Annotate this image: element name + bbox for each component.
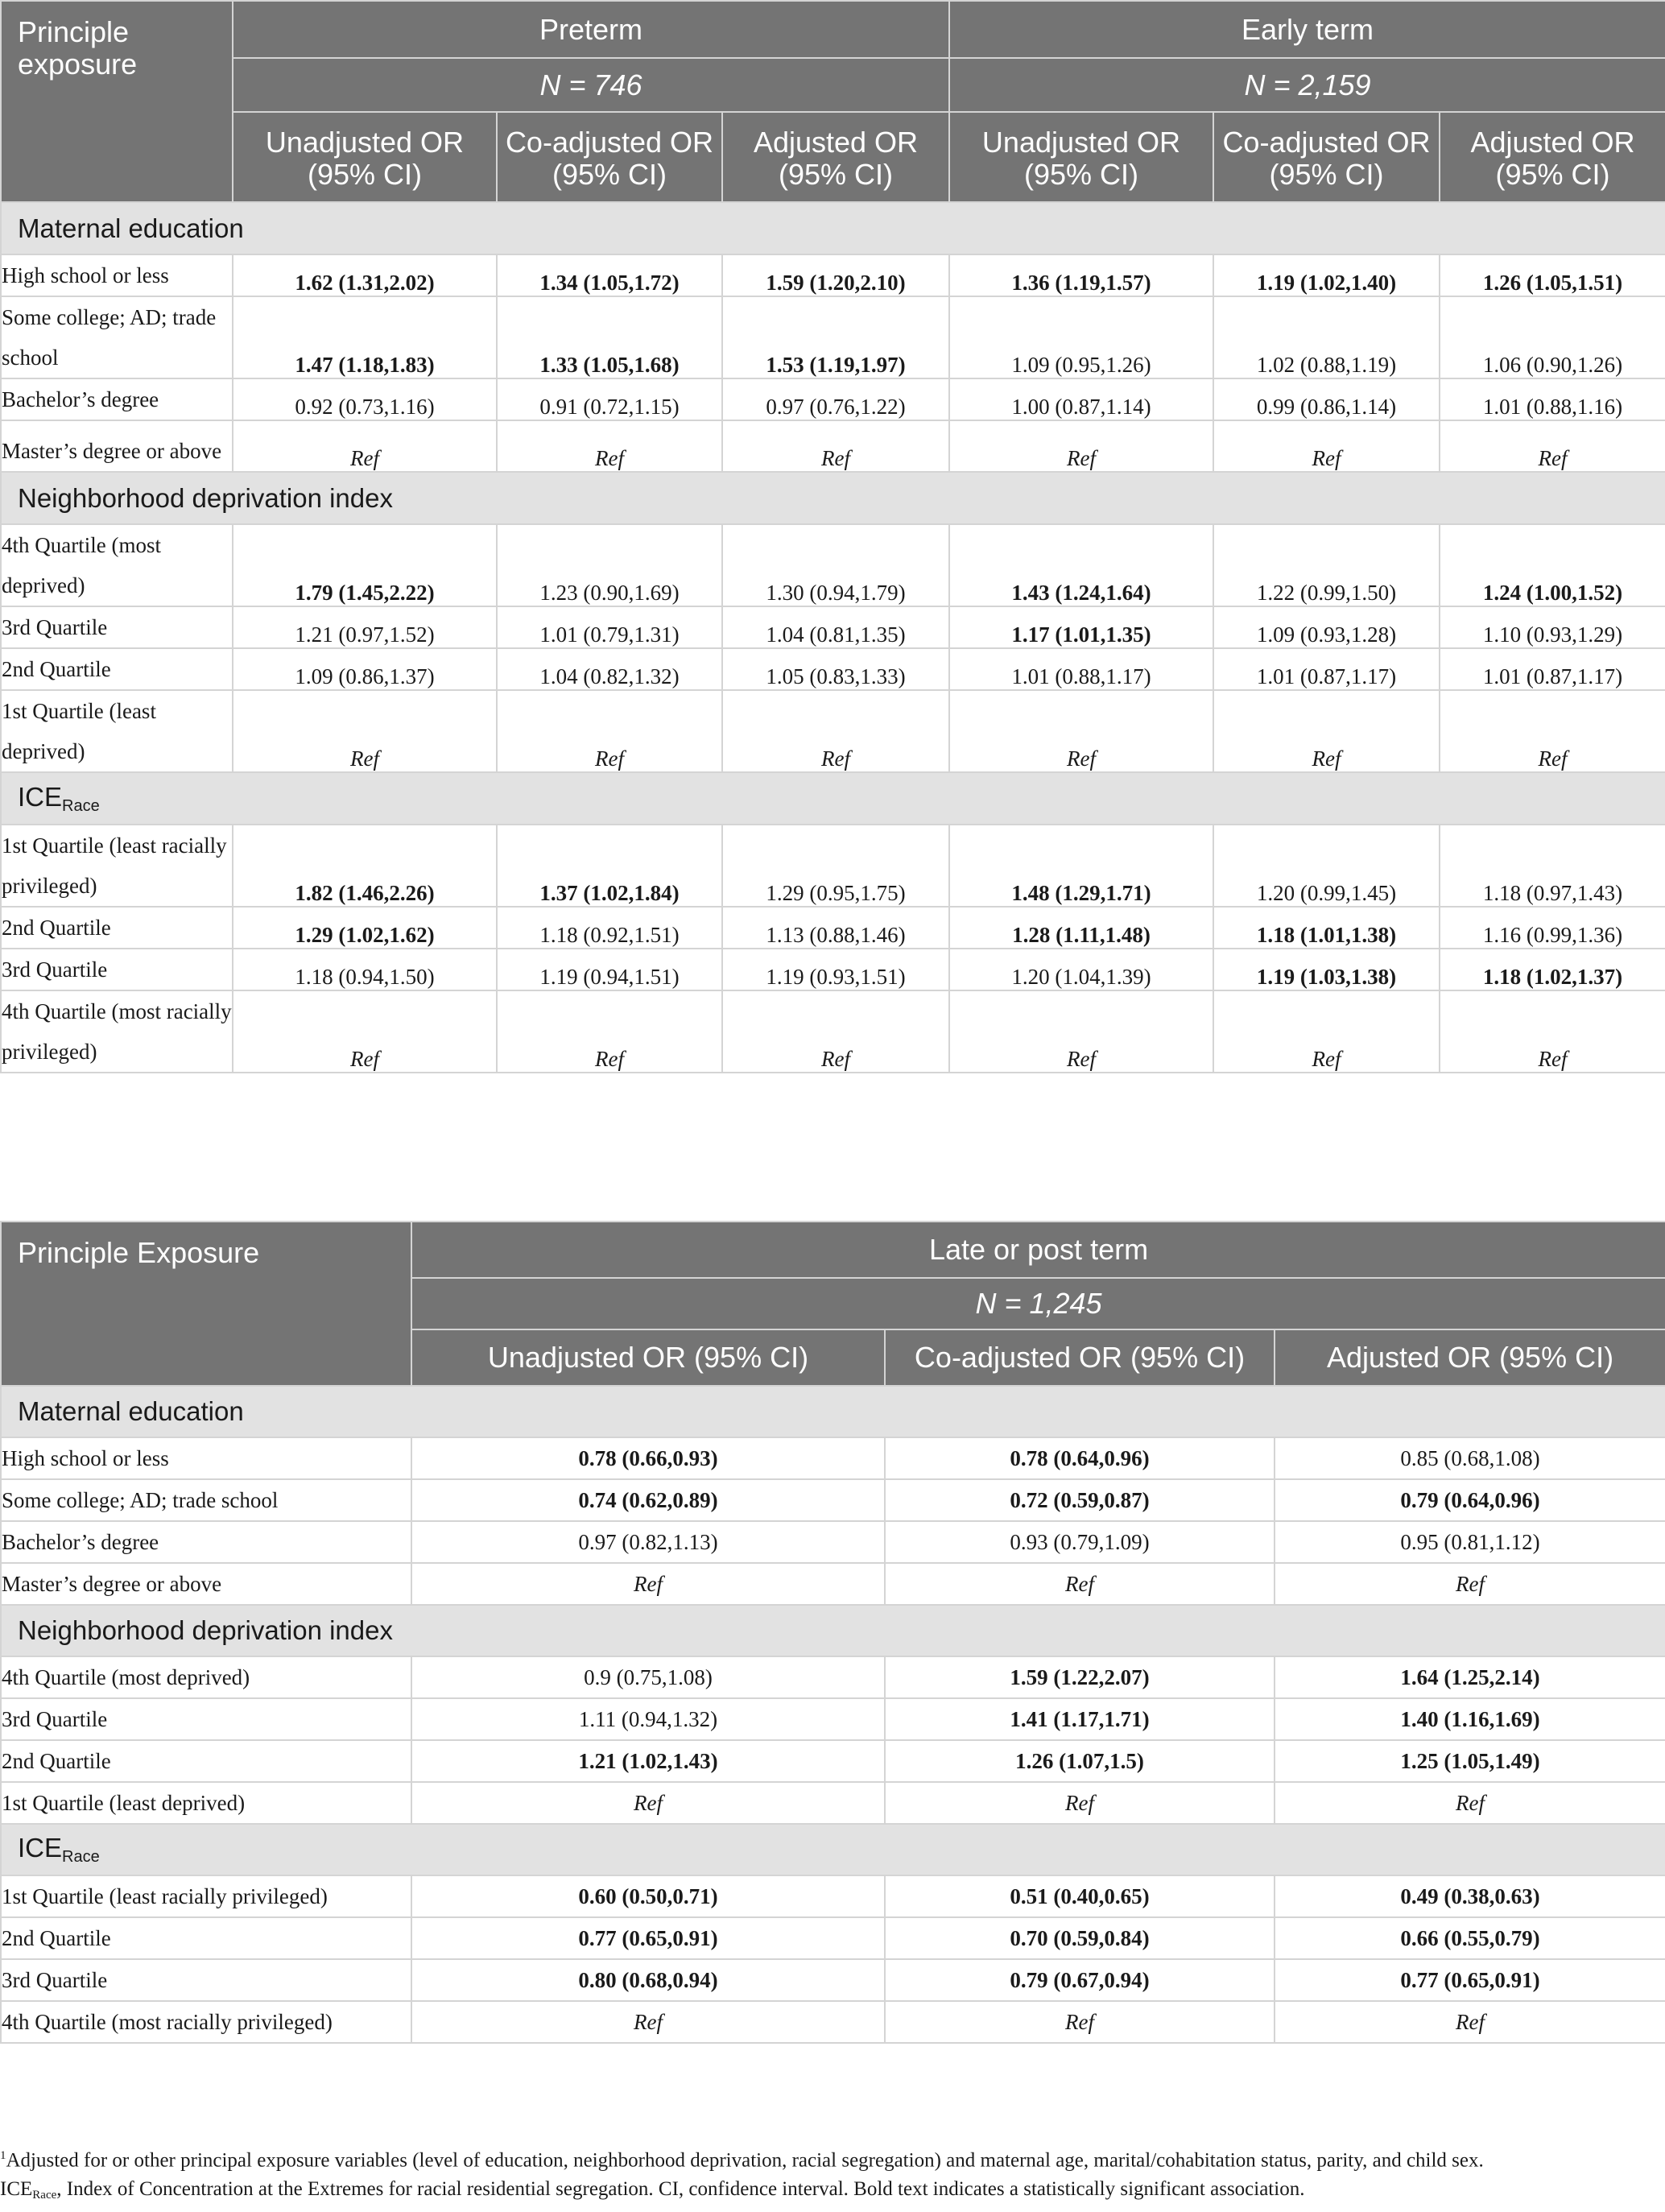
odds-ratio-cell: 0.99 (0.86,1.14) (1213, 378, 1440, 420)
odds-ratio-cell: 1.13 (0.88,1.46) (722, 907, 949, 949)
table-row (1, 1740, 1665, 1782)
row-label: Some college; AD; trade school (1, 296, 233, 378)
odds-ratio-cell: 1.02 (0.88,1.19) (1213, 296, 1440, 378)
odds-ratio-cell: 1.82 (1.46,2.26) (233, 825, 497, 907)
row-label: 2nd Quartile (1, 1740, 411, 1782)
odds-ratio-cell: 0.92 (0.73,1.16) (233, 378, 497, 420)
footnote-term: ICE (0, 2178, 33, 2200)
row-label: 4th Quartile (most racially privileged) (1, 2001, 411, 2043)
reference-cell: Ref (1213, 990, 1440, 1073)
table-row (1, 1959, 1665, 2001)
table-row (1, 1656, 1665, 1698)
table-row (1, 420, 1665, 472)
section-title (1, 772, 1665, 825)
odds-ratio-cell: 1.17 (1.01,1.35) (949, 606, 1213, 648)
section-title (1, 1605, 1665, 1656)
odds-ratio-cell: 0.80 (0.68,0.94) (411, 1959, 885, 2001)
row-label: Bachelor’s degree (1, 378, 233, 420)
odds-ratio-cell: 0.85 (0.68,1.08) (1275, 1437, 1665, 1479)
reference-cell: Ref (949, 690, 1213, 772)
column-header: Co-adjusted OR (95% CI) (885, 1329, 1275, 1386)
row-label: 4th Quartile (most deprived) (1, 524, 233, 606)
odds-ratio-cell: 1.29 (1.02,1.62) (233, 907, 497, 949)
odds-ratio-cell: 0.70 (0.59,0.84) (885, 1917, 1275, 1959)
odds-ratio-cell: 1.04 (0.81,1.35) (722, 606, 949, 648)
reference-cell: Ref (233, 690, 497, 772)
odds-ratio-cell: 1.18 (0.97,1.43) (1440, 825, 1665, 907)
section-row (1, 772, 1665, 825)
column-header: Unadjusted OR (95% CI) (233, 112, 497, 202)
column-header: Unadjusted OR (95% CI) (411, 1329, 885, 1386)
odds-ratio-cell: 1.09 (0.93,1.28) (1213, 606, 1440, 648)
column-header: Adjusted OR (95% CI) (722, 112, 949, 202)
section-title (1, 472, 1665, 524)
row-label: 3rd Quartile (1, 949, 233, 990)
row-label: 3rd Quartile (1, 1698, 411, 1740)
odds-ratio-cell: 1.53 (1.19,1.97) (722, 296, 949, 378)
group-header-late-post-term: Late or post term (411, 1222, 1665, 1278)
odds-ratio-cell: 1.19 (0.93,1.51) (722, 949, 949, 990)
reference-cell: Ref (233, 420, 497, 472)
column-header: Adjusted OR (95% CI) (1440, 112, 1665, 202)
table-row (1, 1917, 1665, 1959)
odds-ratio-cell: 1.47 (1.18,1.83) (233, 296, 497, 378)
odds-ratio-cell: 0.97 (0.76,1.22) (722, 378, 949, 420)
odds-ratio-cell: 1.09 (0.95,1.26) (949, 296, 1213, 378)
row-label: 1st Quartile (least deprived) (1, 690, 233, 772)
odds-ratio-cell: 0.72 (0.59,0.87) (885, 1479, 1275, 1521)
group-header-preterm: Preterm (233, 1, 949, 58)
odds-ratio-cell: 1.18 (0.94,1.50) (233, 949, 497, 990)
odds-ratio-cell: 1.37 (1.02,1.84) (497, 825, 722, 907)
odds-ratio-cell: 1.01 (0.88,1.17) (949, 648, 1213, 690)
reference-cell: Ref (722, 690, 949, 772)
odds-ratio-cell: 1.01 (0.87,1.17) (1440, 648, 1665, 690)
section-row (1, 472, 1665, 524)
reference-cell: Ref (722, 420, 949, 472)
odds-ratio-cell: 1.23 (0.90,1.69) (497, 524, 722, 606)
odds-ratio-cell: 1.19 (1.02,1.40) (1213, 254, 1440, 296)
footnote-text: Adjusted for or other principal exposure variables (level of education, neighborhood deprivation, racial segregation) and maternal age, marital/cohabitation status, parity, and child sex. (6, 2149, 1484, 2172)
section-title (1, 1824, 1665, 1875)
row-label: 2nd Quartile (1, 1917, 411, 1959)
table-row (1, 1875, 1665, 1917)
reference-cell: Ref (411, 1563, 885, 1605)
odds-ratio-cell: 0.49 (0.38,0.63) (1275, 1875, 1665, 1917)
corner-header: Principle Exposure (1, 1222, 411, 1386)
table-row (1, 254, 1665, 296)
odds-ratio-cell: 0.77 (0.65,0.91) (1275, 1959, 1665, 2001)
reference-cell: Ref (1213, 420, 1440, 472)
row-label: Master’s degree or above (1, 1563, 411, 1605)
reference-cell: Ref (885, 1782, 1275, 1824)
reference-cell: Ref (1213, 690, 1440, 772)
reference-cell: Ref (497, 420, 722, 472)
row-label: Master’s degree or above (1, 420, 233, 472)
reference-cell: Ref (1440, 690, 1665, 772)
odds-ratio-cell: 1.18 (1.01,1.38) (1213, 907, 1440, 949)
table-row (1, 1782, 1665, 1824)
odds-ratio-cell: 0.78 (0.64,0.96) (885, 1437, 1275, 1479)
odds-ratio-cell: 1.48 (1.29,1.71) (949, 825, 1213, 907)
odds-ratio-cell: 1.43 (1.24,1.64) (949, 524, 1213, 606)
odds-ratio-cell: 1.18 (0.92,1.51) (497, 907, 722, 949)
section-title (1, 202, 1665, 254)
reference-cell: Ref (885, 1563, 1275, 1605)
odds-ratio-cell: 1.79 (1.45,2.22) (233, 524, 497, 606)
odds-ratio-cell: 1.01 (0.87,1.17) (1213, 648, 1440, 690)
table-row (1, 1479, 1665, 1521)
odds-ratio-cell: 1.59 (1.20,2.10) (722, 254, 949, 296)
section-title-subscript: Race (62, 1848, 100, 1866)
odds-ratio-cell: 1.28 (1.11,1.48) (949, 907, 1213, 949)
odds-ratio-cell: 1.09 (0.86,1.37) (233, 648, 497, 690)
odds-ratio-cell: 1.05 (0.83,1.33) (722, 648, 949, 690)
odds-ratio-cell: 0.79 (0.67,0.94) (885, 1959, 1275, 2001)
reference-cell: Ref (949, 990, 1213, 1073)
odds-ratio-cell: 1.06 (0.90,1.26) (1440, 296, 1665, 378)
reference-cell: Ref (1275, 1563, 1665, 1605)
column-header: Co-adjusted OR (95% CI) (1213, 112, 1440, 202)
n-value: N = 1,245 (975, 1287, 1102, 1320)
section-title-text: ICE (18, 781, 63, 812)
odds-ratio-cell: 1.00 (0.87,1.14) (949, 378, 1213, 420)
section-title (1, 1386, 1665, 1437)
footnote-marker: 1 (0, 2149, 6, 2162)
odds-ratio-cell: 1.01 (0.79,1.31) (497, 606, 722, 648)
footnote-term-subscript: Race (32, 2189, 57, 2202)
odds-ratio-cell: 1.64 (1.25,2.14) (1275, 1656, 1665, 1698)
row-label: 4th Quartile (most deprived) (1, 1656, 411, 1698)
odds-ratio-cell: 0.91 (0.72,1.15) (497, 378, 722, 420)
footnote-text: , Index of Concentration at the Extremes for racial residential segregation. CI, confidence interval. Bold text indicates a statistically significant association. (56, 2178, 1305, 2200)
table-row (1, 1437, 1665, 1479)
reference-cell: Ref (1275, 2001, 1665, 2043)
row-label: 2nd Quartile (1, 648, 233, 690)
row-label: 3rd Quartile (1, 1959, 411, 2001)
reference-cell: Ref (949, 420, 1213, 472)
section-row (1, 1824, 1665, 1875)
section-row (1, 202, 1665, 254)
odds-ratio-cell: 0.9 (0.75,1.08) (411, 1656, 885, 1698)
odds-ratio-cell: 1.10 (0.93,1.29) (1440, 606, 1665, 648)
odds-ratio-cell: 1.24 (1.00,1.52) (1440, 524, 1665, 606)
reference-cell: Ref (233, 990, 497, 1073)
reference-cell: Ref (885, 2001, 1275, 2043)
table-row (1, 1563, 1665, 1605)
odds-ratio-cell: 1.21 (1.02,1.43) (411, 1740, 885, 1782)
odds-ratio-cell: 1.04 (0.82,1.32) (497, 648, 722, 690)
odds-ratio-cell: 0.77 (0.65,0.91) (411, 1917, 885, 1959)
odds-ratio-cell: 1.19 (0.94,1.51) (497, 949, 722, 990)
group-n-early-term (949, 58, 1665, 112)
odds-ratio-cell: 1.40 (1.16,1.69) (1275, 1698, 1665, 1740)
table-row (1, 1521, 1665, 1563)
table-row (1, 296, 1665, 378)
odds-ratio-cell: 0.97 (0.82,1.13) (411, 1521, 885, 1563)
section-title-text: Maternal education (18, 213, 244, 243)
row-label: Some college; AD; trade school (1, 1479, 411, 1521)
n-value: N = 2,159 (1244, 68, 1371, 101)
odds-ratio-cell: 0.66 (0.55,0.79) (1275, 1917, 1665, 1959)
odds-ratio-cell: 1.59 (1.22,2.07) (885, 1656, 1275, 1698)
odds-ratio-cell: 1.20 (1.04,1.39) (949, 949, 1213, 990)
row-label: High school or less (1, 1437, 411, 1479)
row-label: 1st Quartile (least racially privileged) (1, 825, 233, 907)
reference-cell: Ref (722, 990, 949, 1073)
table-row (1, 1698, 1665, 1740)
group-header-early-term: Early term (949, 1, 1665, 58)
odds-ratio-cell: 1.21 (0.97,1.52) (233, 606, 497, 648)
odds-ratio-cell: 0.74 (0.62,0.89) (411, 1479, 885, 1521)
odds-ratio-cell: 1.22 (0.99,1.50) (1213, 524, 1440, 606)
reference-cell: Ref (497, 990, 722, 1073)
section-row (1, 1386, 1665, 1437)
reference-cell: Ref (497, 690, 722, 772)
reference-cell: Ref (1440, 420, 1665, 472)
table-row (1, 2001, 1665, 2043)
odds-ratio-cell: 1.26 (1.07,1.5) (885, 1740, 1275, 1782)
odds-ratio-cell: 1.30 (0.94,1.79) (722, 524, 949, 606)
group-n-late-post-term (411, 1278, 1665, 1329)
odds-ratio-cell: 1.01 (0.88,1.16) (1440, 378, 1665, 420)
odds-ratio-cell: 1.16 (0.99,1.36) (1440, 907, 1665, 949)
table-row (1, 378, 1665, 420)
odds-ratio-cell: 1.20 (0.99,1.45) (1213, 825, 1440, 907)
row-label: 2nd Quartile (1, 907, 233, 949)
reference-cell: Ref (1440, 990, 1665, 1073)
odds-ratio-cell: 1.29 (0.95,1.75) (722, 825, 949, 907)
n-value: N = 746 (539, 68, 642, 101)
table2-body (1, 1386, 1665, 2043)
odds-ratio-cell: 1.41 (1.17,1.71) (885, 1698, 1275, 1740)
table1-body (1, 202, 1665, 1073)
group-n-preterm (233, 58, 949, 112)
odds-ratio-cell: 0.93 (0.79,1.09) (885, 1521, 1275, 1563)
reference-cell: Ref (411, 1782, 885, 1824)
row-label: 1st Quartile (least racially privileged) (1, 1875, 411, 1917)
table-row (1, 949, 1665, 990)
column-header: Adjusted OR (95% CI) (1275, 1329, 1665, 1386)
odds-ratio-cell: 0.79 (0.64,0.96) (1275, 1479, 1665, 1521)
section-title-subscript: Race (62, 796, 100, 815)
odds-ratio-cell: 1.34 (1.05,1.72) (497, 254, 722, 296)
row-label: 1st Quartile (least deprived) (1, 1782, 411, 1824)
table-row (1, 907, 1665, 949)
results-table-late-post-term (0, 1221, 1665, 2044)
row-label: Bachelor’s degree (1, 1521, 411, 1563)
section-title-text: Neighborhood deprivation index (18, 1615, 393, 1645)
odds-ratio-cell: 0.60 (0.50,0.71) (411, 1875, 885, 1917)
section-title-text: Neighborhood deprivation index (18, 482, 393, 513)
odds-ratio-cell: 1.25 (1.05,1.49) (1275, 1740, 1665, 1782)
results-table-preterm-early-term (0, 0, 1665, 1073)
odds-ratio-cell: 1.62 (1.31,2.02) (233, 254, 497, 296)
reference-cell: Ref (411, 2001, 885, 2043)
reference-cell: Ref (1275, 1782, 1665, 1824)
odds-ratio-cell: 1.26 (1.05,1.51) (1440, 254, 1665, 296)
table-row (1, 825, 1665, 907)
odds-ratio-cell: 0.95 (0.81,1.12) (1275, 1521, 1665, 1563)
odds-ratio-cell: 0.78 (0.66,0.93) (411, 1437, 885, 1479)
table-row (1, 990, 1665, 1073)
table-row (1, 690, 1665, 772)
section-title-text: Maternal education (18, 1396, 244, 1426)
row-label: 4th Quartile (most racially privileged) (1, 990, 233, 1073)
row-label: High school or less (1, 254, 233, 296)
table-row (1, 648, 1665, 690)
table-row (1, 524, 1665, 606)
odds-ratio-cell: 1.11 (0.94,1.32) (411, 1698, 885, 1740)
row-label: 3rd Quartile (1, 606, 233, 648)
column-header: Co-adjusted OR (95% CI) (497, 112, 722, 202)
odds-ratio-cell: 1.19 (1.03,1.38) (1213, 949, 1440, 990)
section-row (1, 1605, 1665, 1656)
odds-ratio-cell: 1.36 (1.19,1.57) (949, 254, 1213, 296)
section-title-text: ICE (18, 1833, 63, 1863)
odds-ratio-cell: 0.51 (0.40,0.65) (885, 1875, 1275, 1917)
table-row (1, 606, 1665, 648)
column-header: Unadjusted OR (95% CI) (949, 112, 1213, 202)
corner-header: Principle exposure (1, 1, 233, 202)
odds-ratio-cell: 1.33 (1.05,1.68) (497, 296, 722, 378)
odds-ratio-cell: 1.18 (1.02,1.37) (1440, 949, 1665, 990)
